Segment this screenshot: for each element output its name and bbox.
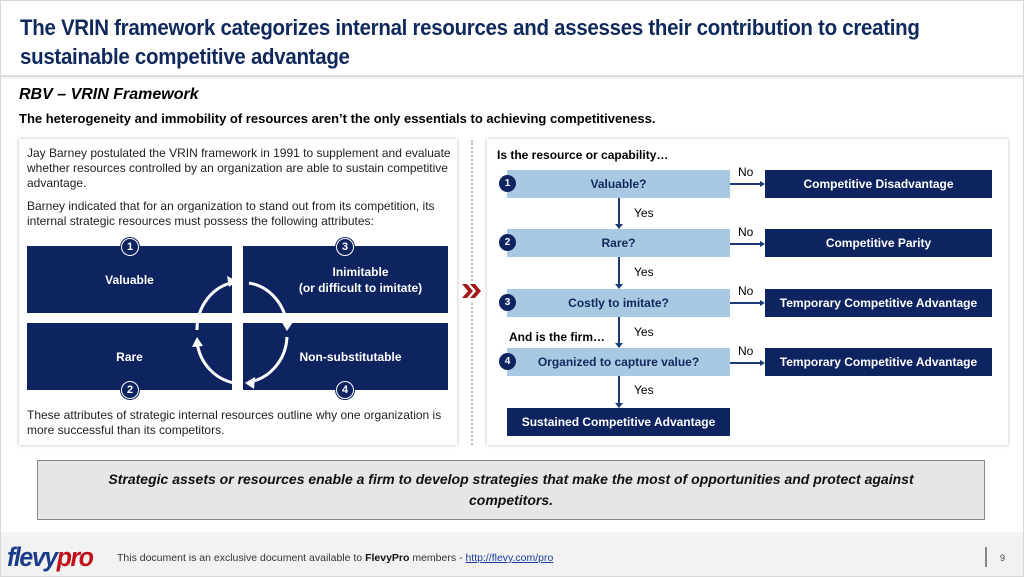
yes-label: Yes: [634, 383, 654, 397]
section-subtitle: RBV – VRIN Framework: [19, 86, 199, 103]
no-connector: [730, 243, 761, 245]
footer-text-after: members -: [409, 552, 466, 564]
outcome-temporary-competitive-advantage-2: [765, 348, 992, 376]
flow-step-costly-to-imitate: [507, 289, 730, 317]
step-number-4: 4: [499, 353, 516, 370]
step-number-2: 2: [499, 234, 516, 251]
quadrant-label: Non-substitutable: [299, 349, 402, 364]
flow-step-organized: [507, 348, 730, 376]
no-label: No: [738, 225, 754, 239]
page-number: 9: [1000, 553, 1006, 563]
yes-connector: [618, 376, 620, 403]
flevy-pro-link[interactable]: http://flevy.com/pro: [465, 552, 554, 564]
summary-paragraph: These attributes of strategic internal resources outline why one organization is more successful than its competitors.: [27, 408, 442, 437]
no-label: No: [738, 344, 754, 358]
circular-arrows-icon: [187, 265, 297, 400]
step-label: Organized to capture value?: [537, 355, 700, 369]
firm-question: And is the firm…: [509, 330, 606, 344]
logo-part-pro: pro: [56, 542, 93, 572]
no-label: No: [738, 284, 754, 298]
callout-text: Strategic assets or resources enable a firm to develop strategies that make the most of opportunities and protect against competitors.: [108, 471, 914, 508]
no-label: No: [738, 165, 754, 179]
outcome-competitive-parity: [765, 229, 992, 257]
footer-notice: [117, 552, 553, 564]
step-label: Valuable?: [590, 177, 647, 191]
outcome-temporary-competitive-advantage: [765, 289, 992, 317]
page-title: The VRIN framework categorizes internal resources and assesses their contribution to creating sustainable competitive advantage: [20, 15, 920, 69]
quadrant-label-line1: Inimitable: [332, 264, 389, 279]
title-bar: [1, 1, 1023, 77]
yes-label: Yes: [634, 265, 654, 279]
intro-paragraph: Jay Barney postulated the VRIN framework in 1991 to supplement and evaluate whether resources controlled by an organization are able to sustain competitive advantage.: [27, 146, 451, 190]
quadrant-label-line2: (or difficult to imitate): [298, 280, 423, 295]
logo-part-flevy: flevy: [7, 542, 57, 572]
step-label: Costly to imitate?: [568, 296, 669, 310]
yes-connector: [618, 198, 620, 224]
yes-label: Yes: [634, 206, 654, 220]
number-badge-4: 4: [336, 381, 354, 399]
step-number-3: 3: [499, 294, 516, 311]
flow-step-rare: [507, 229, 730, 257]
outcome-sustained-competitive-advantage: [507, 408, 730, 436]
flow-question: Is the resource or capability…: [497, 148, 669, 162]
step-number-1: 1: [499, 175, 516, 192]
yes-label: Yes: [634, 325, 654, 339]
quadrant-label: Rare: [116, 349, 143, 364]
flevypro-logo[interactable]: [7, 541, 93, 573]
footer-text-before: This document is an exclusive document available to: [117, 552, 366, 564]
outcome-label: Temporary Competitive Advantage: [779, 296, 978, 310]
footer-brand: FlevyPro: [365, 552, 410, 564]
attributes-paragraph: Barney indicated that for an organization to stand out from its competition, its internal strategic resources must possess the following attributes:: [27, 199, 435, 228]
yes-connector: [618, 257, 620, 284]
outcome-label: Competitive Parity: [825, 236, 932, 250]
page-number-separator: [985, 547, 987, 567]
no-connector: [730, 183, 761, 185]
quadrant-label: [299, 264, 422, 296]
lead-text: The heterogeneity and immobility of resources aren’t the only essentials to achieving competitiveness.: [19, 111, 656, 126]
yes-connector: [618, 317, 620, 343]
final-label: Sustained Competitive Advantage: [521, 415, 716, 429]
flow-step-valuable: [507, 170, 730, 198]
outcome-label: Competitive Disadvantage: [803, 177, 954, 191]
no-connector: [730, 362, 761, 364]
quadrant-label: Valuable: [105, 272, 154, 287]
outcome-label: Temporary Competitive Advantage: [779, 355, 978, 369]
step-label: Rare?: [601, 236, 636, 250]
number-badge-3: 3: [336, 238, 354, 256]
double-chevron-right-icon: [460, 281, 484, 301]
key-takeaway-callout: [37, 460, 985, 520]
number-badge-1: 1: [121, 238, 139, 256]
outcome-competitive-disadvantage: [765, 170, 992, 198]
number-badge-2: 2: [121, 381, 139, 399]
no-connector: [730, 302, 761, 304]
